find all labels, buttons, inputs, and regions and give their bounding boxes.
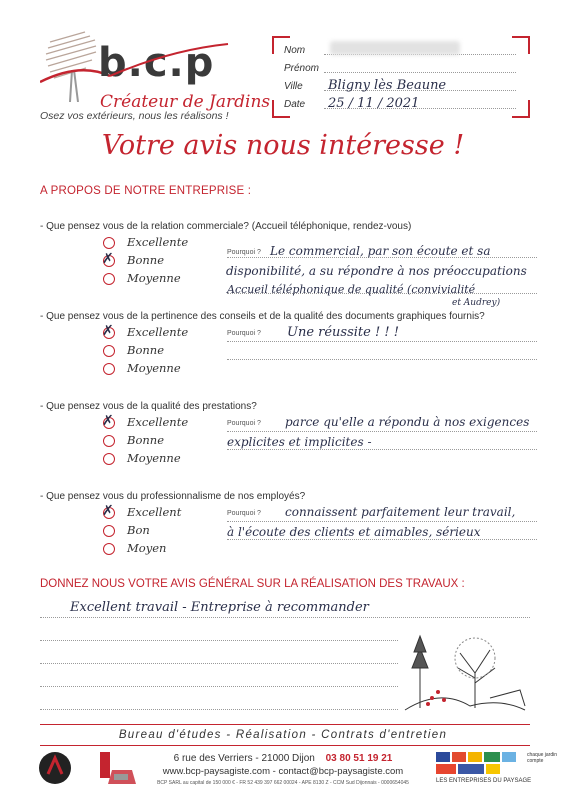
- question-text: - Que pensez vous de la qualité des prestations?: [40, 401, 257, 412]
- answer-handwriting: Le commercial, par son écoute et sa: [270, 244, 491, 258]
- answer-line[interactable]: [227, 539, 537, 540]
- question-text: - Que pensez vous de la relation commerciale? (Accueil téléphonique, rendez-vous): [40, 221, 412, 232]
- date-value: 25 / 11 / 2021: [328, 96, 420, 111]
- date-row[interactable]: [284, 94, 516, 111]
- page-title: Votre avis nous intéresse !: [101, 130, 465, 161]
- general-line-4[interactable]: [40, 686, 398, 687]
- section-general-heading: DONNEZ NOUS VOTRE AVIS GÉNÉRAL SUR LA RÉALISATION DES TRAVAUX :: [40, 578, 465, 590]
- radio-unchecked[interactable]: [103, 525, 115, 537]
- footer-website-link[interactable]: www.bcp-paysagiste.com: [162, 766, 270, 777]
- rating-option-label: Bonne: [127, 433, 164, 447]
- answer-handwriting: et Audrey): [452, 298, 501, 308]
- prenom-label: Prénom: [284, 63, 320, 74]
- footer-rule-top: [40, 724, 530, 725]
- general-line-5[interactable]: [40, 709, 398, 710]
- ville-label: Ville: [284, 81, 303, 92]
- radio-unchecked[interactable]: [103, 435, 115, 447]
- general-line-1[interactable]: [40, 617, 530, 618]
- rating-option-label: Moyenne: [127, 361, 181, 375]
- badge-entreprises-paysage: LES ENTREPRISES DU PAYSAGE: [436, 778, 532, 784]
- logo-subtitle: Créateur de Jardins: [100, 92, 271, 112]
- footer-email-link[interactable]: contact@bcp-paysagiste.com: [278, 766, 404, 777]
- footer-web-line: www.bcp-paysagiste.com - contact@bcp-paysagiste.com: [162, 766, 404, 777]
- prenom-row[interactable]: [284, 58, 516, 75]
- answer-line[interactable]: [227, 341, 537, 342]
- radio-unchecked[interactable]: [103, 363, 115, 375]
- rating-option-label: Excellente: [127, 325, 189, 339]
- nom-label: Nom: [284, 45, 306, 56]
- answer-handwriting: explicites et implicites -: [227, 435, 372, 449]
- pourquoi-label: Pourquoi ?: [227, 330, 261, 337]
- answer-handwriting: disponibilité, a su répondre à nos préoccupations: [226, 264, 527, 278]
- logo-swoosh: [110, 40, 230, 80]
- answer-handwriting: connaissent parfaitement leur travail,: [285, 505, 516, 519]
- question-text: - Que pensez vous du professionnalisme de nos employés?: [40, 491, 306, 502]
- radio-unchecked[interactable]: [103, 543, 115, 555]
- logo-tagline: Osez vos extérieurs, nous les réalisons !: [40, 110, 229, 122]
- nom-row[interactable]: [284, 40, 516, 57]
- rating-option-label: Bonne: [127, 343, 164, 357]
- answer-line[interactable]: [227, 449, 537, 450]
- answer-line[interactable]: [227, 431, 537, 432]
- badge-chaque-jardin: chaque jardin compte: [527, 752, 558, 764]
- radio-checked[interactable]: [103, 507, 115, 519]
- rating-option-label: Moyen: [127, 541, 167, 555]
- logo-brand: b.c.p: [98, 40, 215, 86]
- rating-option-label: Excellente: [127, 415, 189, 429]
- question-text: - Que pensez vous de la pertinence des conseils et de la qualité des documents graphiques fournis?: [40, 311, 485, 322]
- footer-rule-bottom: [40, 745, 530, 746]
- pourquoi-label: Pourquoi ?: [227, 510, 261, 517]
- general-line-3[interactable]: [40, 663, 398, 664]
- redacted-name: [330, 41, 460, 55]
- answer-line[interactable]: [227, 521, 537, 522]
- section-company-heading: A PROPOS DE NOTRE ENTREPRISE :: [40, 185, 252, 197]
- rating-option-label: Excellente: [127, 235, 189, 249]
- rating-option-label: Excellent: [127, 505, 182, 519]
- footer-phone[interactable]: 03 80 51 19 21: [325, 753, 393, 764]
- entreprises-paysage-logo: [436, 752, 524, 774]
- radio-unchecked[interactable]: [103, 237, 115, 249]
- radio-checked[interactable]: [103, 327, 115, 339]
- rating-option-label: Bonne: [127, 253, 164, 267]
- garden-illustration: [400, 628, 530, 714]
- pourquoi-label: Pourquoi ?: [227, 249, 261, 256]
- pourquoi-label: Pourquoi ?: [227, 420, 261, 427]
- rating-option-label: Moyenne: [127, 451, 181, 465]
- date-label: Date: [284, 99, 306, 110]
- rating-option-label: Moyenne: [127, 271, 181, 285]
- rating-option-label: Bon: [127, 523, 150, 537]
- footer-legal: BCP SARL au capital de 150 000 € - FR 52 439 397 662 00024 - APE 8130 Z - CCM Sud Dijonnais - 0000654045: [157, 780, 409, 786]
- footer-tagline: Bureau d'études - Réalisation - Contrats d'entretien: [118, 729, 448, 741]
- radio-unchecked[interactable]: [103, 273, 115, 285]
- answer-handwriting: Une réussite ! ! !: [287, 325, 399, 340]
- general-answer: Excellent travail - Entreprise à recommander: [70, 600, 369, 615]
- answer-handwriting: à l'écoute des clients et aimables, sérieux: [227, 525, 481, 539]
- radio-unchecked[interactable]: [103, 345, 115, 357]
- general-line-2[interactable]: [40, 640, 398, 641]
- ville-row[interactable]: [284, 76, 516, 93]
- footer-address: 6 rue des Verriers - 21000 Dijon: [173, 753, 315, 764]
- radio-checked[interactable]: [103, 417, 115, 429]
- answer-line[interactable]: [227, 359, 537, 360]
- identity-box: [272, 36, 530, 118]
- radio-checked[interactable]: [103, 255, 115, 267]
- ville-value: Bligny lès Beaune: [328, 78, 447, 93]
- radio-unchecked[interactable]: [103, 453, 115, 465]
- answer-handwriting: parce qu'elle a répondu à nos exigences: [285, 415, 530, 429]
- answer-handwriting: Accueil téléphonique de qualité (convivialité: [227, 283, 476, 296]
